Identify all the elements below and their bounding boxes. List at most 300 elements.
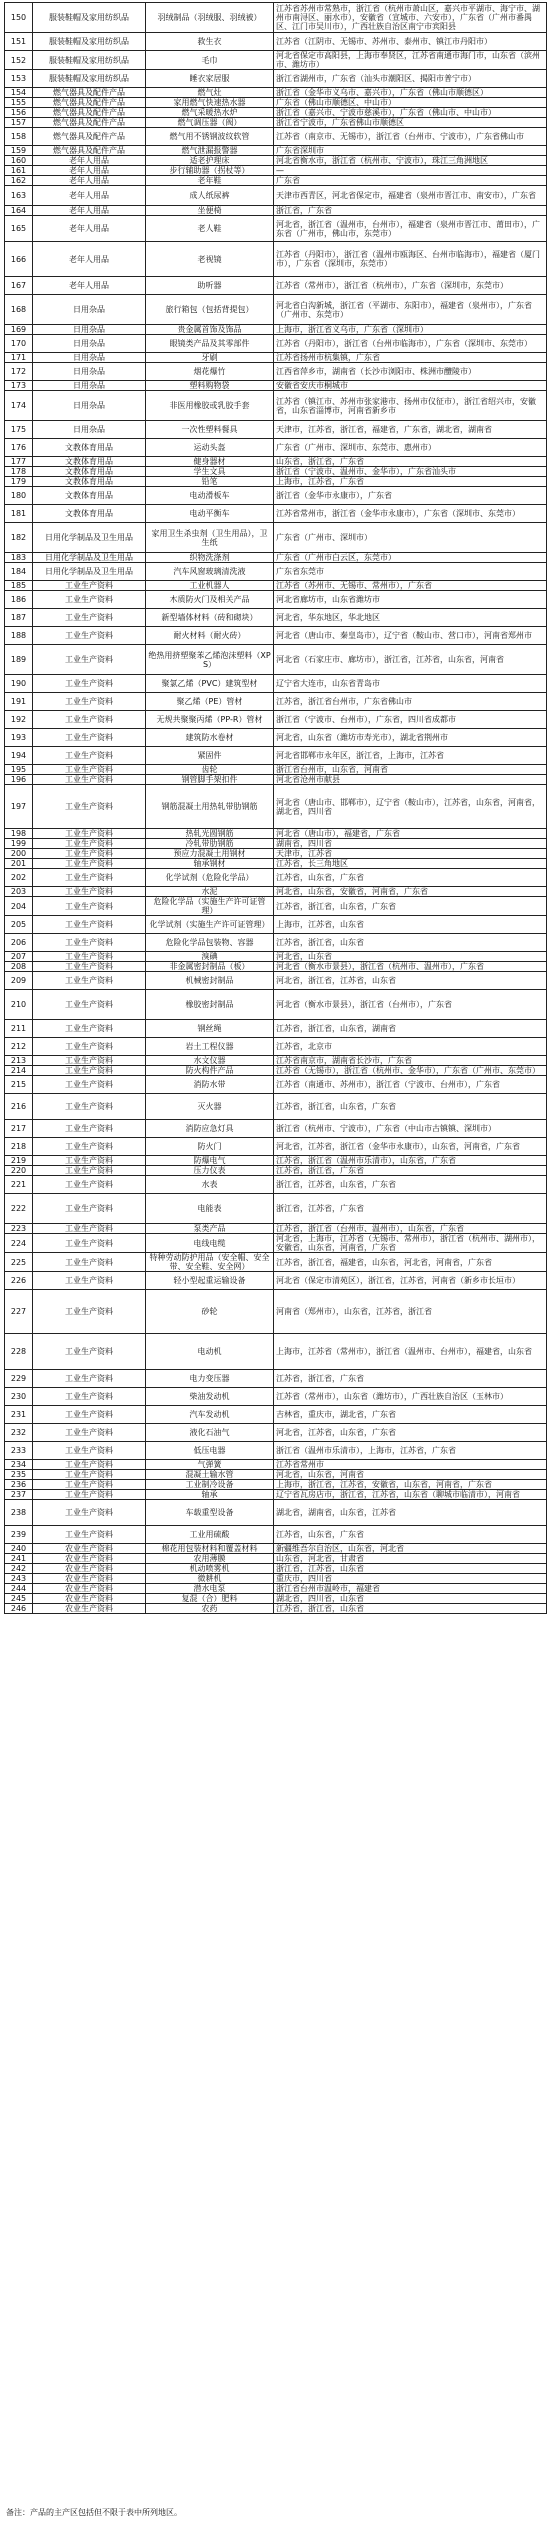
product-cell: 低压电器: [146, 1442, 274, 1460]
product-cell: 危险化学品（实施生产许可证管理）: [146, 897, 274, 916]
table-row: [5, 563, 547, 581]
table-row: [5, 553, 547, 563]
product-cell: 牙刷: [146, 353, 274, 363]
table-row: [5, 887, 547, 897]
table-row: [5, 627, 547, 645]
category-cell: 农业生产资料: [33, 1564, 146, 1574]
product-cell: 消防水带: [146, 1076, 274, 1094]
category-cell: 工业生产资料: [33, 849, 146, 859]
product-cell: 防爆电气: [146, 1156, 274, 1166]
table-row: [5, 216, 547, 242]
row-number: 235: [5, 1470, 33, 1480]
regions-cell: 河北省保定市高阳县，上海市奉贤区，江苏省南通市海门市，山东省（滨州市、潍坊市）: [274, 51, 547, 70]
table-row: [5, 1574, 547, 1584]
row-number: 196: [5, 775, 33, 785]
regions-cell: 江苏省常州市: [274, 1460, 547, 1470]
row-number: 246: [5, 1604, 33, 1614]
product-cell: 成人纸尿裤: [146, 186, 274, 206]
product-cell: 聚乙烯（PE）管材: [146, 693, 274, 711]
regions-cell: 河北省，上海市，江苏省（无锡市、常州市），浙江省（杭州市、湖州市），安徽省，山东省，河南省，广东省: [274, 1234, 547, 1253]
row-number: 178: [5, 467, 33, 477]
regions-cell: 新疆维吾尔自治区，山东省，河北省: [274, 1544, 547, 1554]
product-cell: 轴承钢材: [146, 859, 274, 869]
category-cell: 燃气器具及配件产品: [33, 98, 146, 108]
product-cell: 紧固件: [146, 747, 274, 765]
table-row: [5, 1138, 547, 1156]
product-cell: 水表: [146, 1176, 274, 1194]
row-number: 236: [5, 1480, 33, 1490]
table-row: [5, 391, 547, 421]
category-cell: 老年人用品: [33, 176, 146, 186]
table-row: [5, 176, 547, 186]
row-number: 216: [5, 1094, 33, 1120]
regions-cell: 上海市，浙江省义乌市，广东省（深圳市）: [274, 325, 547, 335]
product-cell: 贵金属首饰及饰品: [146, 325, 274, 335]
regions-cell: 湖南省，四川省: [274, 839, 547, 849]
regions-cell: 天津市，江苏省: [274, 849, 547, 859]
product-cell: 砂轮: [146, 1290, 274, 1334]
category-cell: 工业生产资料: [33, 962, 146, 972]
table-row: [5, 1584, 547, 1594]
row-number: 227: [5, 1290, 33, 1334]
category-cell: 日用杂品: [33, 353, 146, 363]
category-cell: 日用杂品: [33, 421, 146, 439]
table-row: [5, 1480, 547, 1490]
row-number: 222: [5, 1194, 33, 1224]
row-number: 205: [5, 916, 33, 934]
category-cell: 工业生产资料: [33, 972, 146, 990]
row-number: 214: [5, 1066, 33, 1076]
product-cell: 水文仪器: [146, 1056, 274, 1066]
regions-cell: 江苏省，浙江省，广东省: [274, 1370, 547, 1388]
row-number: 232: [5, 1424, 33, 1442]
category-cell: 工业生产资料: [33, 1470, 146, 1480]
row-number: 157: [5, 118, 33, 128]
table-row: [5, 51, 547, 70]
category-cell: 工业生产资料: [33, 1406, 146, 1424]
product-cell: 眼镜类产品及其零部件: [146, 335, 274, 353]
regions-cell: 辽宁省瓦房店市，浙江省，江苏省，山东省（聊城市临清市），河南省: [274, 1490, 547, 1500]
table-row: [5, 166, 547, 176]
table-row: [5, 1156, 547, 1166]
regions-cell: 浙江省（宁波市、温州市、金华市），广东省汕头市: [274, 467, 547, 477]
product-cell: 电动机: [146, 1334, 274, 1370]
table-row: [5, 934, 547, 952]
regions-cell: 浙江省台州市温岭市，福建省: [274, 1584, 547, 1594]
table-row: [5, 1253, 547, 1272]
row-number: 234: [5, 1460, 33, 1470]
row-number: 161: [5, 166, 33, 176]
table-row: [5, 1388, 547, 1406]
table-row: [5, 711, 547, 729]
regions-cell: 河北省，山东省，安徽省，河南省，广东省: [274, 887, 547, 897]
category-cell: 工业生产资料: [33, 934, 146, 952]
table-row: [5, 972, 547, 990]
regions-cell: 江苏省，浙江省台州市，广东省佛山市: [274, 693, 547, 711]
category-cell: 日用杂品: [33, 295, 146, 325]
regions-cell: 浙江省，江苏省，山东省: [274, 1564, 547, 1574]
category-cell: 文教体育用品: [33, 457, 146, 467]
regions-cell: 江苏省（无锡市），浙江省（杭州市、金华市），广东省（广州市、东莞市）: [274, 1066, 547, 1076]
product-cell: 救生衣: [146, 33, 274, 51]
category-cell: 工业生产资料: [33, 839, 146, 849]
row-number: 171: [5, 353, 33, 363]
category-cell: 工业生产资料: [33, 747, 146, 765]
table-row: [5, 609, 547, 627]
regions-cell: 天津市西青区，河北省保定市，福建省（泉州市晋江市、南安市），广东省: [274, 186, 547, 206]
product-cell: 齿轮: [146, 765, 274, 775]
regions-cell: 浙江省（宁波市、台州市），广东省，四川省成都市: [274, 711, 547, 729]
table-row: [5, 186, 547, 206]
regions-cell: 浙江省宁波市，广东省佛山市顺德区: [274, 118, 547, 128]
regions-cell: 河北省（保定市清苑区），浙江省，江苏省，河南省（新乡市长垣市）: [274, 1272, 547, 1290]
product-cell: 学生文具: [146, 467, 274, 477]
regions-cell: 河北省，山东省，河南省: [274, 1470, 547, 1480]
row-number: 156: [5, 108, 33, 118]
row-number: 207: [5, 952, 33, 962]
product-cell: 压力仪表: [146, 1166, 274, 1176]
category-cell: 工业生产资料: [33, 1272, 146, 1290]
regions-cell: 浙江省（金华市义乌市、嘉兴市），广东省（佛山市顺德区）: [274, 88, 547, 98]
row-number: 201: [5, 859, 33, 869]
table-row: [5, 693, 547, 711]
category-cell: 工业生产资料: [33, 1166, 146, 1176]
category-cell: 文教体育用品: [33, 477, 146, 487]
category-cell: 工业生产资料: [33, 627, 146, 645]
product-cell: 新型墙体材料（砖和砌块）: [146, 609, 274, 627]
row-number: 168: [5, 295, 33, 325]
regions-cell: 河北省衡水市，浙江省（杭州市、宁波市），珠江三角洲地区: [274, 156, 547, 166]
regions-cell: 浙江省（杭州市、宁波市），广东省（中山市古镇镇、深圳市）: [274, 1120, 547, 1138]
table-row: [5, 325, 547, 335]
table-row: [5, 1406, 547, 1424]
regions-cell: 江苏省，浙江省（温州市乐清市），山东省，广东省: [274, 1156, 547, 1166]
regions-cell: 江苏省苏州市常熟市，浙江省（杭州市萧山区，嘉兴市平湖市、海宁市、湖州市南浔区、丽水市），安徽省（宣城市、六安市），广东省（广州市番禺区、江门市吴川市），广西壮族自治区南宁市宾阳县: [274, 3, 547, 33]
regions-cell: 河北省廊坊市，山东省潍坊市: [274, 591, 547, 609]
category-cell: 工业生产资料: [33, 1370, 146, 1388]
category-cell: 工业生产资料: [33, 1194, 146, 1224]
category-cell: 老年人用品: [33, 277, 146, 295]
category-cell: 工业生产资料: [33, 916, 146, 934]
row-number: 195: [5, 765, 33, 775]
regions-cell: 天津市，江苏省，浙江省，福建省，广东省，湖北省，湖南省: [274, 421, 547, 439]
row-number: 221: [5, 1176, 33, 1194]
product-cell: 工业制冷设备: [146, 1480, 274, 1490]
row-number: 153: [5, 70, 33, 88]
table-row: [5, 477, 547, 487]
regions-cell: 山东省，河北省，甘肃省: [274, 1554, 547, 1564]
category-cell: 工业生产资料: [33, 785, 146, 829]
regions-cell: 重庆市，四川省: [274, 1574, 547, 1584]
product-cell: 旅行箱包（包括背提包）: [146, 295, 274, 325]
product-cell: 坐便椅: [146, 206, 274, 216]
regions-cell: 江苏省，浙江省，山东省，广东省: [274, 897, 547, 916]
category-cell: 工业生产资料: [33, 711, 146, 729]
row-number: 194: [5, 747, 33, 765]
product-cell: 老视镜: [146, 242, 274, 277]
category-cell: 日用化学制品及卫生用品: [33, 523, 146, 553]
regions-cell: 河北省（唐山市、邯郸市），辽宁省（鞍山市），江苏省，山东省，河南省，湖北省，四川省: [274, 785, 547, 829]
regions-cell: 上海市，江苏省，广东省: [274, 477, 547, 487]
product-cell: 溴碘: [146, 952, 274, 962]
row-number: 211: [5, 1020, 33, 1038]
row-number: 170: [5, 335, 33, 353]
row-number: 200: [5, 849, 33, 859]
table-row: [5, 335, 547, 353]
product-cell: 建筑防水卷材: [146, 729, 274, 747]
row-number: 158: [5, 128, 33, 146]
table-row: [5, 421, 547, 439]
product-cell: 燃气泄漏报警器: [146, 146, 274, 156]
row-number: 163: [5, 186, 33, 206]
category-cell: 工业生产资料: [33, 1490, 146, 1500]
category-cell: 工业生产资料: [33, 1066, 146, 1076]
regions-cell: 浙江省（金华市永康市），广东省: [274, 487, 547, 505]
regions-cell: 上海市，浙江省，江苏省，安徽省，山东省，河南省，广东省: [274, 1480, 547, 1490]
category-cell: 燃气器具及配件产品: [33, 108, 146, 118]
category-cell: 工业生产资料: [33, 1076, 146, 1094]
table-row: [5, 206, 547, 216]
category-cell: 燃气器具及配件产品: [33, 128, 146, 146]
category-cell: 工业生产资料: [33, 1176, 146, 1194]
row-number: 169: [5, 325, 33, 335]
row-number: 180: [5, 487, 33, 505]
category-cell: 工业生产资料: [33, 1234, 146, 1253]
row-number: 174: [5, 391, 33, 421]
table-row: [5, 1020, 547, 1038]
category-cell: 服装鞋帽及家用纺织品: [33, 51, 146, 70]
category-cell: 工业生产资料: [33, 693, 146, 711]
product-cell: 电能表: [146, 1194, 274, 1224]
category-cell: 工业生产资料: [33, 645, 146, 675]
category-cell: 日用杂品: [33, 391, 146, 421]
regions-cell: 河北省（唐山市、秦皇岛市），辽宁省（鞍山市、营口市），河南省郑州市: [274, 627, 547, 645]
product-cell: 潜水电泵: [146, 1584, 274, 1594]
regions-cell: 江苏省，浙江省，山东省，广东省: [274, 1094, 547, 1120]
product-cell: 化学试剂（危险化学品）: [146, 869, 274, 887]
product-cell: 农用薄膜: [146, 1554, 274, 1564]
table-row: [5, 295, 547, 325]
table-row: [5, 1500, 547, 1526]
regions-cell: 江苏省，浙江省，福建省，山东省，河北省，河南省，广东省: [274, 1253, 547, 1272]
product-cell: 棉花用包装材料和覆盖材料: [146, 1544, 274, 1554]
row-number: 186: [5, 591, 33, 609]
regions-cell: 广东省: [274, 176, 547, 186]
product-cell: 健身器材: [146, 457, 274, 467]
row-number: 190: [5, 675, 33, 693]
row-number: 166: [5, 242, 33, 277]
row-number: 188: [5, 627, 33, 645]
regions-cell: 湖北省，湖南省，山东省，江苏省: [274, 1500, 547, 1526]
category-cell: 文教体育用品: [33, 439, 146, 457]
category-cell: 文教体育用品: [33, 487, 146, 505]
category-cell: 日用杂品: [33, 335, 146, 353]
category-cell: 工业生产资料: [33, 1442, 146, 1460]
row-number: 226: [5, 1272, 33, 1290]
table-row: [5, 363, 547, 381]
row-number: 154: [5, 88, 33, 98]
regions-cell: 江苏省（常州市），山东省（潍坊市），广西壮族自治区（玉林市）: [274, 1388, 547, 1406]
category-cell: 工业生产资料: [33, 1480, 146, 1490]
regions-cell: 江苏省（江阴市、无锡市、苏州市、泰州市、镇江市丹阳市）: [274, 33, 547, 51]
regions-cell: 江苏省，山东省，广东省: [274, 869, 547, 887]
regions-cell: 浙江省，广东省: [274, 206, 547, 216]
regions-cell: 辽宁省大连市，山东省青岛市: [274, 675, 547, 693]
row-number: 225: [5, 1253, 33, 1272]
regions-cell: 吉林省，重庆市，湖北省，广东省: [274, 1406, 547, 1424]
table-row: [5, 33, 547, 51]
category-cell: 文教体育用品: [33, 467, 146, 477]
category-cell: 工业生产资料: [33, 1424, 146, 1442]
row-number: 202: [5, 869, 33, 887]
row-number: 189: [5, 645, 33, 675]
row-number: 237: [5, 1490, 33, 1500]
category-cell: 工业生产资料: [33, 1038, 146, 1056]
row-number: 160: [5, 156, 33, 166]
table-row: [5, 591, 547, 609]
table-row: [5, 829, 547, 839]
table-row: [5, 675, 547, 693]
product-cell: 工业用硫酸: [146, 1526, 274, 1544]
regions-cell: 河北省（衡水市景县），浙江省（台州市），广东省: [274, 990, 547, 1020]
table-row: [5, 1544, 547, 1554]
table-row: [5, 1224, 547, 1234]
table-row: [5, 952, 547, 962]
regions-cell: 上海市，江苏省（常州市），浙江省（温州市、台州市），福建省，山东省: [274, 1334, 547, 1370]
regions-cell: 江苏省，浙江省，山东省，湖南省: [274, 1020, 547, 1038]
product-cell: 岩土工程仪器: [146, 1038, 274, 1056]
category-cell: 工业生产资料: [33, 1290, 146, 1334]
regions-cell: 广东省（广州市、深圳市、东莞市、惠州市）: [274, 439, 547, 457]
row-number: 175: [5, 421, 33, 439]
product-cell: 适老护理床: [146, 156, 274, 166]
regions-cell: —: [274, 166, 547, 176]
product-cell: 橡胶密封制品: [146, 990, 274, 1020]
category-cell: 老年人用品: [33, 242, 146, 277]
category-cell: 工业生产资料: [33, 1500, 146, 1526]
regions-cell: 河北省（衡水市景县），浙江省（杭州市、温州市），广东省: [274, 962, 547, 972]
regions-cell: 浙江省，江苏省，山东省，广东省: [274, 1176, 547, 1194]
row-number: 183: [5, 553, 33, 563]
regions-cell: 湖北省，四川省，山东省: [274, 1594, 547, 1604]
product-cell: 运动头盔: [146, 439, 274, 457]
table-row: [5, 990, 547, 1020]
category-cell: 工业生产资料: [33, 1056, 146, 1066]
category-cell: 日用杂品: [33, 363, 146, 381]
table-row: [5, 523, 547, 553]
regions-cell: 河南省（郑州市），山东省，江苏省，浙江省: [274, 1290, 547, 1334]
category-cell: 服装鞋帽及家用纺织品: [33, 70, 146, 88]
row-number: 229: [5, 1370, 33, 1388]
row-number: 238: [5, 1500, 33, 1526]
table-row: [5, 1490, 547, 1500]
table-row: [5, 381, 547, 391]
table-row: [5, 1564, 547, 1574]
regions-cell: 江苏省南京市，湖南省长沙市，广东省: [274, 1056, 547, 1066]
row-number: 179: [5, 477, 33, 487]
product-cell: 冷轧带肋钢筋: [146, 839, 274, 849]
regions-cell: 江苏省（丹阳市），浙江省（温州市瓯海区、台州市临海市），福建省（厦门市），广东省（深圳市，东莞市）: [274, 242, 547, 277]
product-cell: 钢管脚手架扣件: [146, 775, 274, 785]
category-cell: 工业生产资料: [33, 1138, 146, 1156]
category-cell: 工业生产资料: [33, 1094, 146, 1120]
table-row: [5, 897, 547, 916]
row-number: 243: [5, 1574, 33, 1584]
row-number: 191: [5, 693, 33, 711]
row-number: 184: [5, 563, 33, 581]
category-cell: 工业生产资料: [33, 1020, 146, 1038]
row-number: 209: [5, 972, 33, 990]
row-number: 181: [5, 505, 33, 523]
product-cell: 消防应急灯具: [146, 1120, 274, 1138]
category-cell: 日用杂品: [33, 325, 146, 335]
product-cell: 非医用橡胶或乳胶手套: [146, 391, 274, 421]
product-cell: 塑料购物袋: [146, 381, 274, 391]
table-row: [5, 839, 547, 849]
row-number: 219: [5, 1156, 33, 1166]
table-row: [5, 70, 547, 88]
product-cell: 特种劳动防护用品（安全帽、安全带、安全鞋、安全网）: [146, 1253, 274, 1272]
row-number: 164: [5, 206, 33, 216]
product-cell: 复混（合）肥料: [146, 1594, 274, 1604]
row-number: 228: [5, 1334, 33, 1370]
regions-cell: 江苏省（南通市、苏州市），浙江省（宁波市、台州市），广东省: [274, 1076, 547, 1094]
product-cell: 车载重型设备: [146, 1500, 274, 1526]
table-row: [5, 1066, 547, 1076]
category-cell: 工业生产资料: [33, 775, 146, 785]
row-number: 210: [5, 990, 33, 1020]
table-row: [5, 1442, 547, 1460]
product-cell: 电线电缆: [146, 1234, 274, 1253]
category-cell: 工业生产资料: [33, 859, 146, 869]
regions-cell: 江苏省，浙江省，山东省: [274, 1604, 547, 1614]
regions-cell: 河北省（石家庄市、廊坊市），浙江省，江苏省，山东省，河南省: [274, 645, 547, 675]
regions-cell: 江苏省（常州市），浙江省（杭州市），广东省（深圳市，东莞市）: [274, 277, 547, 295]
table-row: [5, 1370, 547, 1388]
table-row: [5, 1594, 547, 1604]
row-number: 167: [5, 277, 33, 295]
product-cell: 助听器: [146, 277, 274, 295]
row-number: 245: [5, 1594, 33, 1604]
regions-cell: 江苏省（镇江市、苏州市张家港市、扬州市仪征市），浙江省绍兴市，安徽省，山东省淄博市，河南省新乡市: [274, 391, 547, 421]
category-cell: 农业生产资料: [33, 1544, 146, 1554]
regions-cell: 浙江省台州市，山东省，河南省: [274, 765, 547, 775]
row-number: 223: [5, 1224, 33, 1234]
category-cell: 老年人用品: [33, 166, 146, 176]
product-cell: 工业机器人: [146, 581, 274, 591]
regions-cell: 河北省，浙江省（温州市，台州市），福建省（泉州市晋江市、莆田市），广东省（广州市，佛山市，东莞市）: [274, 216, 547, 242]
table-row: [5, 1094, 547, 1120]
category-cell: 日用化学制品及卫生用品: [33, 553, 146, 563]
category-cell: 燃气器具及配件产品: [33, 118, 146, 128]
row-number: 242: [5, 1564, 33, 1574]
table-row: [5, 128, 547, 146]
regions-cell: 河北省，山东省（潍坊市寿光市），湖北省荆州市: [274, 729, 547, 747]
row-number: 187: [5, 609, 33, 627]
row-number: 206: [5, 934, 33, 952]
category-cell: 工业生产资料: [33, 1120, 146, 1138]
product-cell: 木质防火门及相关产品: [146, 591, 274, 609]
table-row: [5, 1038, 547, 1056]
category-cell: 农业生产资料: [33, 1574, 146, 1584]
category-cell: 工业生产资料: [33, 1388, 146, 1406]
footnote: 备注：产品的主产区包括但不限于表中所列地区。: [6, 2508, 182, 2517]
table-row: [5, 1120, 547, 1138]
row-number: 197: [5, 785, 33, 829]
regions-cell: 河北省（唐山市），福建省，广东省: [274, 829, 547, 839]
category-cell: 工业生产资料: [33, 675, 146, 693]
table-row: [5, 1470, 547, 1480]
